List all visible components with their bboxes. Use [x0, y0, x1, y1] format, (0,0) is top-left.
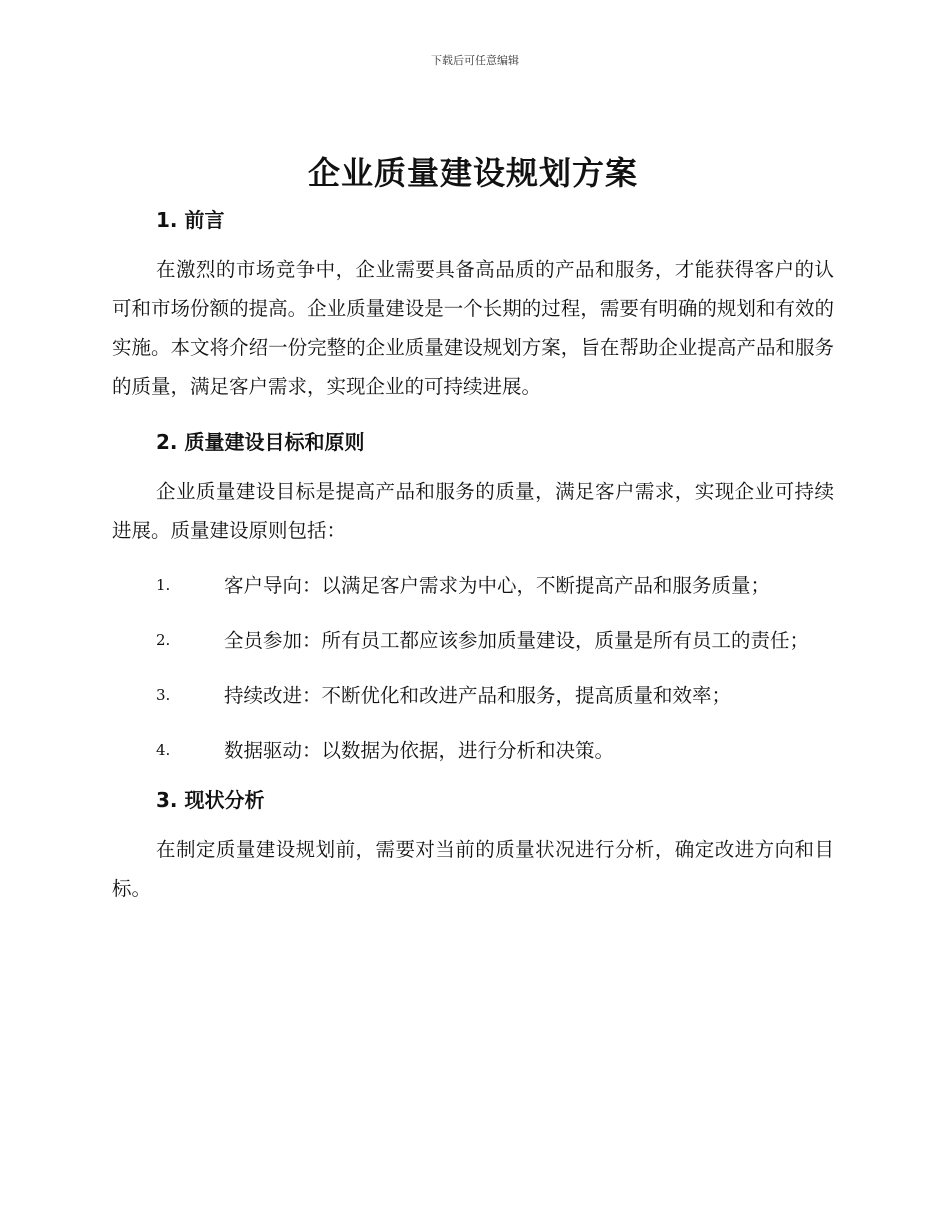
paragraph: 在制定质量建设规划前，需要对当前的质量状况进行分析，确定改进方向和目标。 [112, 838, 834, 900]
list-number: 3. [156, 686, 171, 704]
list-item [112, 731, 834, 770]
section-heading-preface: 1. 前言 [156, 208, 225, 232]
document-title: 企业质量建设规划方案 [307, 154, 638, 192]
list-item [112, 566, 834, 605]
list-number: 2. [156, 631, 171, 649]
list-number: 4. [156, 741, 171, 759]
list-item-text: 客户导向：以满足客户需求为中心，不断提高产品和服务质量； [224, 574, 771, 597]
list-item-text: 数据驱动：以数据为依据，进行分析和决策。 [224, 739, 615, 762]
paragraph: 企业质量建设目标是提高产品和服务的质量，满足客户需求，实现企业可持续进展。质量建设原则包括： [112, 480, 834, 542]
list-item [112, 621, 834, 660]
document-body [112, 150, 834, 908]
list-item-text: 全员参加：所有员工都应该参加质量建设，质量是所有员工的责任； [224, 629, 810, 652]
list-item [112, 676, 834, 715]
section-heading-goals: 2. 质量建设目标和原则 [156, 430, 365, 454]
list-number: 1. [156, 576, 171, 594]
paragraph: 在激烈的市场竞争中，企业需要具备高品质的产品和服务，才能获得客户的认可和市场份额的提高。企业质量建设是一个长期的过程，需要有明确的规划和有效的实施。本文将介绍一份完整的企业质量建设规划方案，旨在帮助企业提高产品和服务的质量，满足客户需求，实现企业的可持续进展。 [112, 258, 834, 398]
section-heading-analysis: 3. 现状分析 [156, 788, 265, 812]
page-header-caption: 下载后可任意编辑 [431, 54, 519, 67]
list-item-text: 持续改进：不断优化和改进产品和服务，提高质量和效率； [224, 684, 732, 707]
